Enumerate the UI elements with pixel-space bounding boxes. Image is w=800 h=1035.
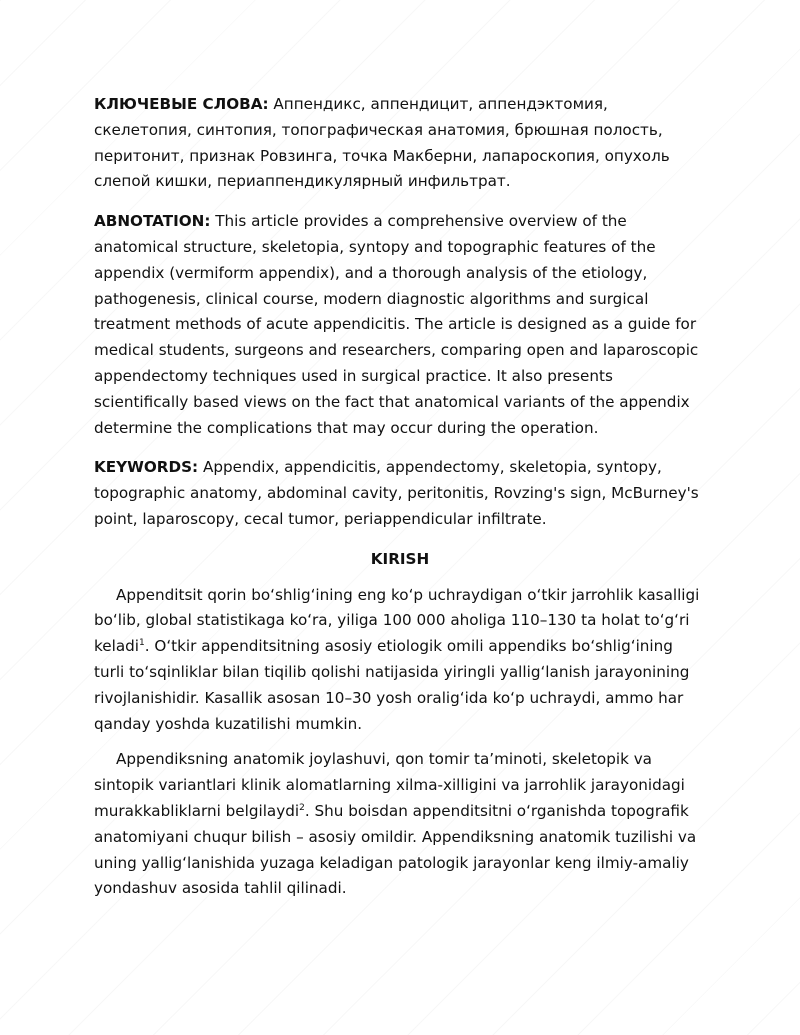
abnotation-label: ABNOTATION: bbox=[94, 212, 211, 231]
footnote-ref-2[interactable]: 2 bbox=[299, 802, 305, 813]
abnotation-text: This article provides a comprehensive overview of the anatomical structure, skeletopia, syntopy and topographic features of the appendix (vermiform appendix), and a thorough analysis of the etiology, pathogenesis, clinical course, modern diagnostic algorithms and surgical treatment methods of acute appendicitis. The article is designed as a guide for medical students, surgeons and researchers, comparing open and laparoscopic appendectomy techniques used in surgical practice. It also presents scientifically based views on the fact that anatomical variants of the appendix determine the complications that may occur during the operation. bbox=[94, 212, 699, 437]
ru-keywords-paragraph bbox=[94, 92, 706, 195]
intro-p2-text2: . Shu boisdan appenditsitni oʻrganishda topografik anatomiyani chuqur bilish – asosiy omildir. Appendiksning anatomik tuzilishi va uning yalligʻlanishida yuzaga keladigan patologik jarayonlar keng ilmiy-amaliy yondashuv asosida tahlil qilinadi. bbox=[94, 801, 697, 898]
intro-p1-text: Appenditsit qorin boʻshligʻining eng koʻp uchraydigan oʻtkir jarrohlik kasalligi boʻlib, global statistikaga koʻra, yiliga 100 000 aholiga 110–130 ta holat toʻgʻri keladi bbox=[94, 585, 700, 656]
intro-p1-text2: . Oʻtkir appenditsitning asosiy etiologik omili appendiks boʻshligʻining turli toʻsqinliklar bilan tiqilib qolishi natijasida yiringli yalligʻlanish jarayonining rivojlanishidir. Kasallik asosan 10–30 yosh oraligʻida koʻp uchraydi, ammo har qanday yoshda kuzatilishi mumkin. bbox=[94, 637, 690, 733]
en-keywords-text: Appendix, appendicitis, appendectomy, skeletopia, syntopy, topographic anatomy, abdominal cavity, peritonitis, Rovzing's sign, McBurney's point, laparoscopy, cecal tumor, periappendicular infiltrate. bbox=[94, 458, 699, 528]
ru-keywords-text: Аппендикс, аппендицит, аппендэктомия, скелетопия, синтопия, топографическая анатомия, брюшная полость, перитонит, признак Ровзинга, точка Макберни, лапароскопия, опухоль слепой кишки, периаппендикулярный инфильтрат. bbox=[94, 95, 670, 191]
en-keywords-label: KEYWORDS: bbox=[94, 458, 199, 477]
en-keywords-paragraph bbox=[94, 455, 706, 532]
section-heading: KIRISH bbox=[370, 549, 430, 568]
intro-paragraph-1 bbox=[94, 583, 706, 738]
ru-keywords-label: КЛЮЧЕВЫЕ СЛОВА: bbox=[94, 95, 269, 113]
intro-p2-text: Appendiksning anatomik joylashuvi, qon tomir taʼminoti, skeletopik va sintopik variantlari klinik alomatlarning xilma-xilligini va jarrohlik jarayonidagi murakkabliklarni belgilaydi bbox=[94, 750, 685, 820]
intro-paragraph-2 bbox=[94, 747, 706, 902]
abnotation-paragraph bbox=[94, 209, 706, 441]
footnote-ref-1[interactable]: 1 bbox=[138, 638, 145, 649]
